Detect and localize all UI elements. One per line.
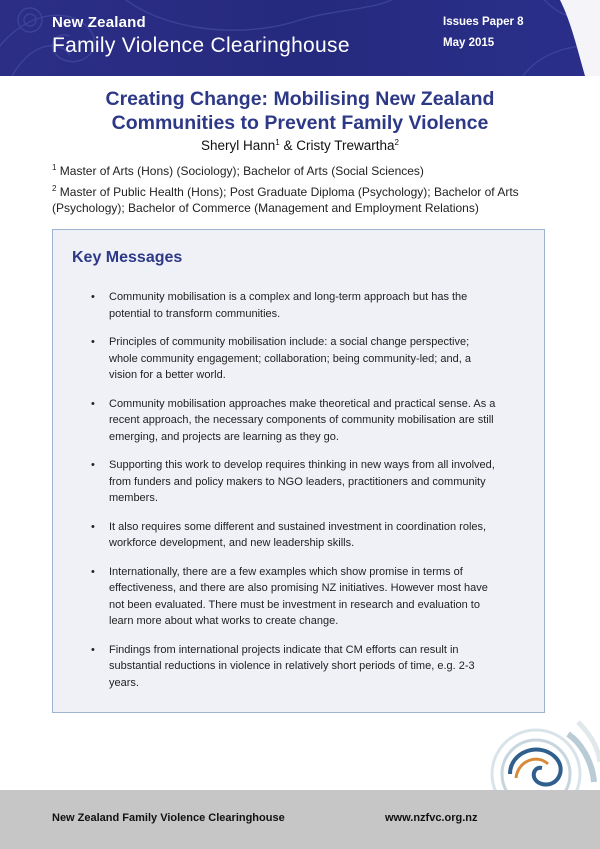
key-messages-list xyxy=(53,289,544,703)
key-messages-title: Key Messages xyxy=(72,249,183,266)
title-line-2: Communities to Prevent Family Violence xyxy=(111,112,489,134)
footer-org: New Zealand Family Violence Clearinghouse xyxy=(52,812,285,824)
title-line-1: Creating Change: Mobilising New Zealand xyxy=(105,88,495,110)
bullet-icon: • xyxy=(91,520,95,533)
key-messages-box xyxy=(52,229,545,713)
list-item xyxy=(53,564,544,630)
bullet-icon: • xyxy=(91,643,95,656)
header-banner xyxy=(0,0,600,76)
footer-url-link[interactable]: www.nzfvc.org.nz xyxy=(385,812,478,824)
org-name-line1: New Zealand xyxy=(52,14,146,31)
footnote-2-text: Master of Public Health (Hons); Post Graduate Diploma (Psychology); Bachelor of Arts (Psychology); Bachelor of Commerce (Management and Employment Relations) xyxy=(52,185,519,215)
document-title xyxy=(40,87,560,135)
footnote-2 xyxy=(52,184,552,216)
footnote-1-text: Master of Arts (Hons) (Sociology); Bachelor of Arts (Social Sciences) xyxy=(56,164,424,178)
list-item xyxy=(53,457,544,507)
list-item xyxy=(53,642,544,692)
list-item-text: Internationally, there are a few examples which show promise in terms of effectiveness, and there are also promising NZ initiatives. However most have not been evaluated. There must be investment in research and evaluation to learn more about what works to create change. xyxy=(109,565,488,627)
list-item xyxy=(53,289,544,322)
footnote-1-mark: 1 xyxy=(52,163,57,172)
authors-line xyxy=(40,138,560,153)
koru-ornament-icon xyxy=(488,712,600,792)
list-item-text: Community mobilisation approaches make theoretical and practical sense. As a recent approach, the necessary components of community mobilisation are still emerging, and projects are learning as they go. xyxy=(109,397,496,443)
list-item xyxy=(53,334,544,384)
issue-date: May 2015 xyxy=(443,37,495,49)
list-item-text: Supporting this work to develop requires thinking in new ways from all involved, from funders and policy makers to NGO leaders, practitioners and community members. xyxy=(109,459,495,504)
author-2: Cristy Trewartha xyxy=(296,138,395,153)
list-item-text: Community mobilisation is a complex and long-term approach but has the potential to transform communities. xyxy=(109,291,468,320)
bullet-icon: • xyxy=(91,291,95,303)
author-2-footnote-mark: 2 xyxy=(394,138,399,147)
issue-number: Issues Paper 8 xyxy=(443,16,524,28)
list-item-text: It also requires some different and sustained investment in coordination roles, workforce development, and new leadership skills. xyxy=(109,520,487,549)
list-item-text: Principles of community mobilisation include: a social change perspective; whole community engagement; collaboration; being community-led; and, a vision for a better world. xyxy=(109,336,471,381)
footnote-2-mark: 2 xyxy=(52,184,57,193)
list-item-text: Findings from international projects indicate that CM efforts can result in substantial reductions in violence in relatively short periods of time, e.g. 2-3 years. xyxy=(109,643,475,689)
list-item xyxy=(53,519,544,552)
author-joiner: & xyxy=(279,138,297,153)
bullet-icon: • xyxy=(91,336,95,348)
footer-bar xyxy=(0,790,600,849)
author-1-footnote-mark: 1 xyxy=(275,138,280,147)
author-1: Sheryl Hann xyxy=(201,138,276,153)
bullet-icon: • xyxy=(91,459,95,471)
bullet-icon: • xyxy=(91,565,95,578)
footnote-1 xyxy=(52,163,552,179)
org-name-line2: Family Violence Clearinghouse xyxy=(52,34,350,57)
list-item xyxy=(53,396,544,446)
bullet-icon: • xyxy=(91,397,95,410)
